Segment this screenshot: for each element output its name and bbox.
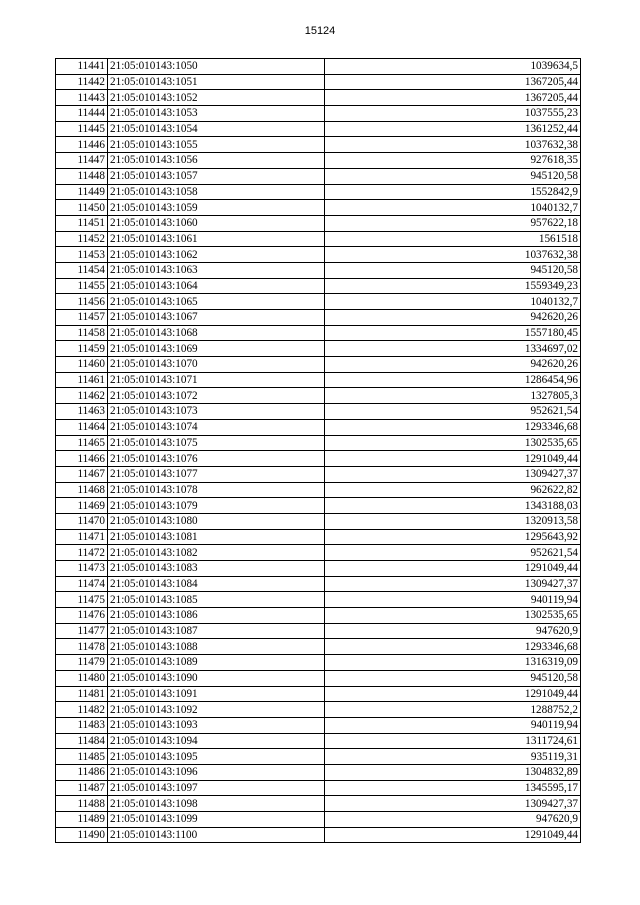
cadastral-number-cell: 21:05:010143:1079 (108, 498, 325, 514)
value-cell: 942620,26 (325, 310, 581, 326)
row-number-cell: 11482 (56, 702, 108, 718)
row-number-cell: 11483 (56, 717, 108, 733)
table-row (56, 780, 581, 796)
cadastral-number-cell: 21:05:010143:1058 (108, 184, 325, 200)
cadastral-number-cell: 21:05:010143:1052 (108, 90, 325, 106)
table-row (56, 247, 581, 263)
table-row (56, 168, 581, 184)
value-cell: 1288752,2 (325, 702, 581, 718)
row-number-cell: 11449 (56, 184, 108, 200)
table-row (56, 623, 581, 639)
cadastral-number-cell: 21:05:010143:1083 (108, 561, 325, 577)
table-row (56, 812, 581, 828)
value-cell: 945120,58 (325, 168, 581, 184)
cadastral-number-cell: 21:05:010143:1075 (108, 435, 325, 451)
value-cell: 1367205,44 (325, 74, 581, 90)
table-row (56, 357, 581, 373)
value-cell: 1039634,5 (325, 59, 581, 75)
row-number-cell: 11460 (56, 357, 108, 373)
cadastral-number-cell: 21:05:010143:1099 (108, 812, 325, 828)
row-number-cell: 11478 (56, 639, 108, 655)
value-cell: 945120,58 (325, 670, 581, 686)
table-row (56, 325, 581, 341)
cadastral-number-cell: 21:05:010143:1054 (108, 121, 325, 137)
cadastral-number-cell: 21:05:010143:1069 (108, 341, 325, 357)
row-number-cell: 11448 (56, 168, 108, 184)
table-row (56, 529, 581, 545)
cadastral-number-cell: 21:05:010143:1078 (108, 482, 325, 498)
cadastral-number-cell: 21:05:010143:1072 (108, 388, 325, 404)
cadastral-number-cell: 21:05:010143:1060 (108, 215, 325, 231)
row-number-cell: 11463 (56, 404, 108, 420)
row-number-cell: 11474 (56, 576, 108, 592)
row-number-cell: 11476 (56, 608, 108, 624)
table-row (56, 74, 581, 90)
row-number-cell: 11442 (56, 74, 108, 90)
table-row (56, 231, 581, 247)
table-row (56, 670, 581, 686)
table-row (56, 482, 581, 498)
row-number-cell: 11472 (56, 545, 108, 561)
value-cell: 935119,31 (325, 749, 581, 765)
cadastral-number-cell: 21:05:010143:1085 (108, 592, 325, 608)
value-cell: 962622,82 (325, 482, 581, 498)
cadastral-number-cell: 21:05:010143:1077 (108, 466, 325, 482)
table-row (56, 608, 581, 624)
cadastral-number-cell: 21:05:010143:1057 (108, 168, 325, 184)
value-cell: 1559349,23 (325, 278, 581, 294)
table-row (56, 827, 581, 843)
row-number-cell: 11480 (56, 670, 108, 686)
row-number-cell: 11470 (56, 513, 108, 529)
row-number-cell: 11456 (56, 294, 108, 310)
cadastral-number-cell: 21:05:010143:1067 (108, 310, 325, 326)
value-cell: 1327805,3 (325, 388, 581, 404)
cadastral-number-cell: 21:05:010143:1068 (108, 325, 325, 341)
table-row (56, 576, 581, 592)
table-row (56, 310, 581, 326)
cadastral-number-cell: 21:05:010143:1050 (108, 59, 325, 75)
cadastral-number-cell: 21:05:010143:1088 (108, 639, 325, 655)
value-cell: 1311724,61 (325, 733, 581, 749)
row-number-cell: 11477 (56, 623, 108, 639)
table-row (56, 498, 581, 514)
value-cell: 1316319,09 (325, 655, 581, 671)
row-number-cell: 11462 (56, 388, 108, 404)
value-cell: 952621,54 (325, 545, 581, 561)
row-number-cell: 11484 (56, 733, 108, 749)
cadastral-number-cell: 21:05:010143:1092 (108, 702, 325, 718)
table-row (56, 404, 581, 420)
value-cell: 1561518 (325, 231, 581, 247)
table-row (56, 106, 581, 122)
table-row (56, 341, 581, 357)
value-cell: 1291049,44 (325, 561, 581, 577)
row-number-cell: 11485 (56, 749, 108, 765)
registry-table (55, 58, 581, 843)
table-row (56, 702, 581, 718)
cadastral-number-cell: 21:05:010143:1095 (108, 749, 325, 765)
cadastral-number-cell: 21:05:010143:1093 (108, 717, 325, 733)
value-cell: 1291049,44 (325, 686, 581, 702)
table-row (56, 153, 581, 169)
row-number-cell: 11455 (56, 278, 108, 294)
value-cell: 1309427,37 (325, 466, 581, 482)
cadastral-number-cell: 21:05:010143:1073 (108, 404, 325, 420)
row-number-cell: 11469 (56, 498, 108, 514)
value-cell: 1309427,37 (325, 796, 581, 812)
value-cell: 1037632,38 (325, 137, 581, 153)
value-cell: 1040132,7 (325, 294, 581, 310)
cadastral-number-cell: 21:05:010143:1097 (108, 780, 325, 796)
value-cell: 1304832,89 (325, 764, 581, 780)
cadastral-number-cell: 21:05:010143:1074 (108, 419, 325, 435)
row-number-cell: 11486 (56, 764, 108, 780)
table-row (56, 686, 581, 702)
value-cell: 927618,35 (325, 153, 581, 169)
value-cell: 1037555,23 (325, 106, 581, 122)
row-number-cell: 11487 (56, 780, 108, 796)
value-cell: 1361252,44 (325, 121, 581, 137)
cadastral-number-cell: 21:05:010143:1096 (108, 764, 325, 780)
table-row (56, 435, 581, 451)
value-cell: 1557180,45 (325, 325, 581, 341)
cadastral-number-cell: 21:05:010143:1091 (108, 686, 325, 702)
row-number-cell: 11445 (56, 121, 108, 137)
value-cell: 1040132,7 (325, 200, 581, 216)
value-cell: 940119,94 (325, 592, 581, 608)
cadastral-number-cell: 21:05:010143:1090 (108, 670, 325, 686)
row-number-cell: 11450 (56, 200, 108, 216)
value-cell: 940119,94 (325, 717, 581, 733)
value-cell: 1286454,96 (325, 372, 581, 388)
table-row (56, 90, 581, 106)
cadastral-number-cell: 21:05:010143:1082 (108, 545, 325, 561)
value-cell: 1334697,02 (325, 341, 581, 357)
row-number-cell: 11459 (56, 341, 108, 357)
value-cell: 1291049,44 (325, 451, 581, 467)
table-row (56, 419, 581, 435)
row-number-cell: 11464 (56, 419, 108, 435)
cadastral-number-cell: 21:05:010143:1070 (108, 357, 325, 373)
cadastral-number-cell: 21:05:010143:1076 (108, 451, 325, 467)
value-cell: 1367205,44 (325, 90, 581, 106)
table-row (56, 513, 581, 529)
value-cell: 952621,54 (325, 404, 581, 420)
table-row (56, 200, 581, 216)
table-row (56, 59, 581, 75)
cadastral-number-cell: 21:05:010143:1094 (108, 733, 325, 749)
cadastral-number-cell: 21:05:010143:1055 (108, 137, 325, 153)
value-cell: 1037632,38 (325, 247, 581, 263)
table-row (56, 451, 581, 467)
row-number-cell: 11471 (56, 529, 108, 545)
cadastral-number-cell: 21:05:010143:1053 (108, 106, 325, 122)
table-row (56, 545, 581, 561)
cadastral-number-cell: 21:05:010143:1065 (108, 294, 325, 310)
table-row (56, 749, 581, 765)
table-row (56, 655, 581, 671)
row-number-cell: 11466 (56, 451, 108, 467)
table-row (56, 184, 581, 200)
value-cell: 1293346,68 (325, 639, 581, 655)
table-row (56, 278, 581, 294)
row-number-cell: 11457 (56, 310, 108, 326)
value-cell: 945120,58 (325, 262, 581, 278)
value-cell: 957622,18 (325, 215, 581, 231)
cadastral-number-cell: 21:05:010143:1063 (108, 262, 325, 278)
cadastral-number-cell: 21:05:010143:1061 (108, 231, 325, 247)
table-row (56, 466, 581, 482)
row-number-cell: 11458 (56, 325, 108, 341)
row-number-cell: 11481 (56, 686, 108, 702)
table-row (56, 733, 581, 749)
table-row (56, 388, 581, 404)
value-cell: 1293346,68 (325, 419, 581, 435)
value-cell: 947620,9 (325, 623, 581, 639)
value-cell: 1309427,37 (325, 576, 581, 592)
cadastral-number-cell: 21:05:010143:1056 (108, 153, 325, 169)
value-cell: 1345595,17 (325, 780, 581, 796)
cadastral-number-cell: 21:05:010143:1062 (108, 247, 325, 263)
row-number-cell: 11451 (56, 215, 108, 231)
row-number-cell: 11461 (56, 372, 108, 388)
cadastral-number-cell: 21:05:010143:1081 (108, 529, 325, 545)
table-row (56, 215, 581, 231)
cadastral-number-cell: 21:05:010143:1059 (108, 200, 325, 216)
row-number-cell: 11441 (56, 59, 108, 75)
table-row (56, 121, 581, 137)
cadastral-number-cell: 21:05:010143:1080 (108, 513, 325, 529)
registry-table-body (56, 59, 581, 843)
value-cell: 1552842,9 (325, 184, 581, 200)
row-number-cell: 11446 (56, 137, 108, 153)
row-number-cell: 11473 (56, 561, 108, 577)
table-row (56, 764, 581, 780)
value-cell: 1295643,92 (325, 529, 581, 545)
value-cell: 1320913,58 (325, 513, 581, 529)
cadastral-number-cell: 21:05:010143:1084 (108, 576, 325, 592)
table-row (56, 717, 581, 733)
row-number-cell: 11454 (56, 262, 108, 278)
row-number-cell: 11465 (56, 435, 108, 451)
row-number-cell: 11453 (56, 247, 108, 263)
table-row (56, 372, 581, 388)
row-number-cell: 11479 (56, 655, 108, 671)
table-row (56, 796, 581, 812)
value-cell: 942620,26 (325, 357, 581, 373)
value-cell: 1343188,03 (325, 498, 581, 514)
row-number-cell: 11489 (56, 812, 108, 828)
cadastral-number-cell: 21:05:010143:1089 (108, 655, 325, 671)
table-row (56, 262, 581, 278)
cadastral-number-cell: 21:05:010143:1051 (108, 74, 325, 90)
table-row (56, 639, 581, 655)
cadastral-number-cell: 21:05:010143:1100 (108, 827, 325, 843)
value-cell: 1291049,44 (325, 827, 581, 843)
table-row (56, 137, 581, 153)
cadastral-number-cell: 21:05:010143:1064 (108, 278, 325, 294)
cadastral-number-cell: 21:05:010143:1086 (108, 608, 325, 624)
value-cell: 947620,9 (325, 812, 581, 828)
row-number-cell: 11468 (56, 482, 108, 498)
value-cell: 1302535,65 (325, 608, 581, 624)
row-number-cell: 11452 (56, 231, 108, 247)
row-number-cell: 11475 (56, 592, 108, 608)
cadastral-number-cell: 21:05:010143:1071 (108, 372, 325, 388)
table-row (56, 294, 581, 310)
table-row (56, 592, 581, 608)
row-number-cell: 11444 (56, 106, 108, 122)
row-number-cell: 11488 (56, 796, 108, 812)
cadastral-number-cell: 21:05:010143:1087 (108, 623, 325, 639)
row-number-cell: 11447 (56, 153, 108, 169)
row-number-cell: 11467 (56, 466, 108, 482)
row-number-cell: 11443 (56, 90, 108, 106)
row-number-cell: 11490 (56, 827, 108, 843)
page-number: 15124 (304, 25, 336, 37)
table-row (56, 561, 581, 577)
value-cell: 1302535,65 (325, 435, 581, 451)
cadastral-number-cell: 21:05:010143:1098 (108, 796, 325, 812)
